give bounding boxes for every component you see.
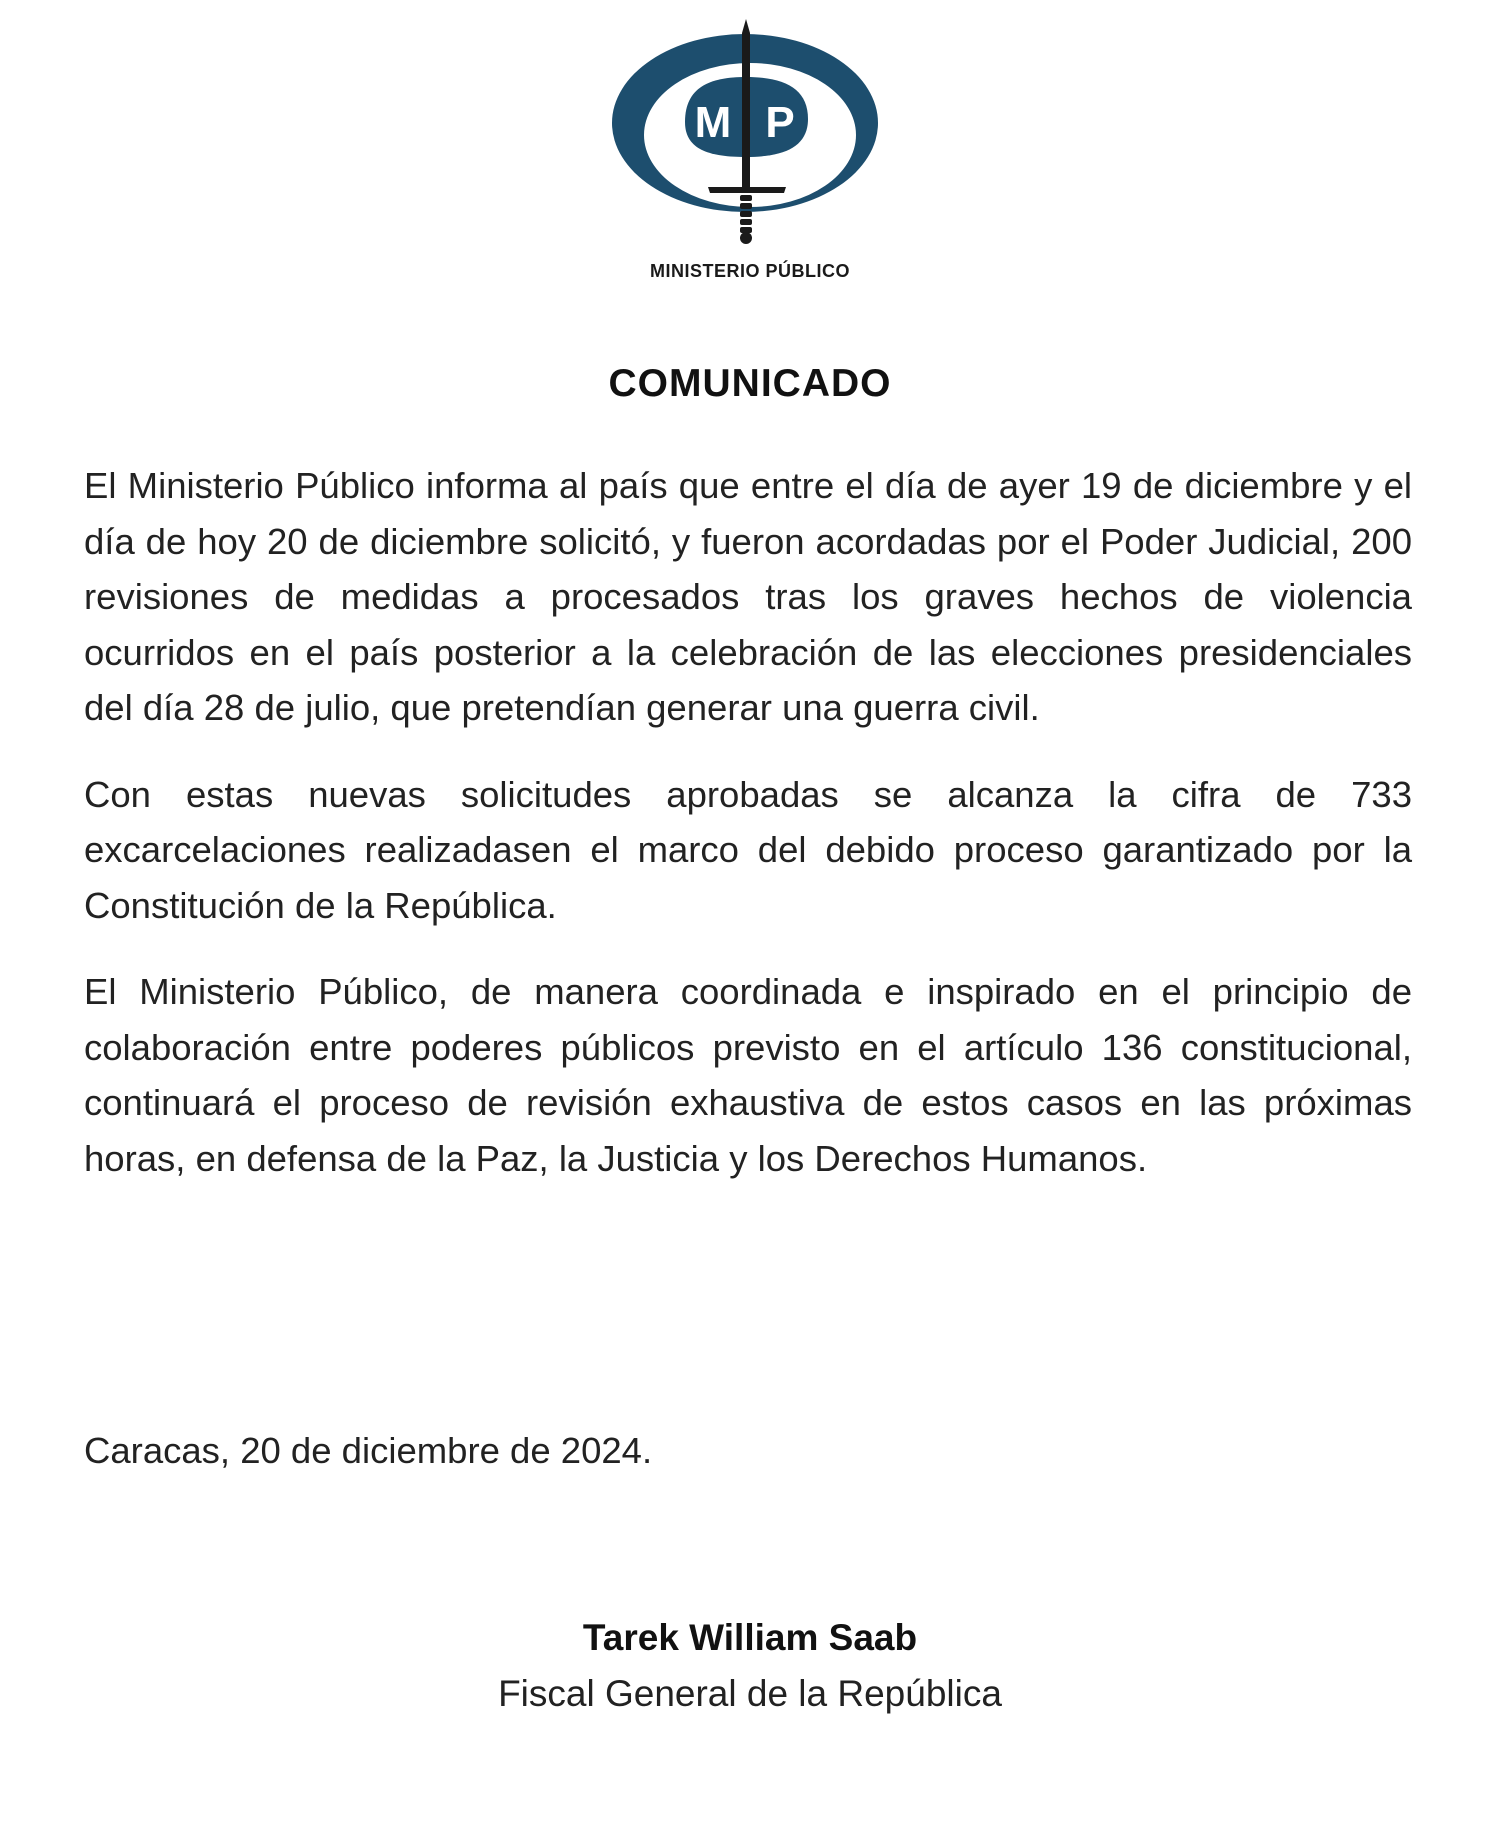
paragraph-3: El Ministerio Público, de manera coordinada e inspirado en el principio de colaboración entre poderes públicos previsto en el artículo 136 constitucional, continuará el proceso de revisión exhaustiva de estos casos en las próximas horas, en defensa de la Paz, la Justicia y los Derechos Humanos. bbox=[84, 971, 1412, 1179]
logo-initial-m: M bbox=[694, 98, 732, 147]
signature-block bbox=[0, 1612, 1500, 1720]
document-body bbox=[84, 458, 1412, 1217]
paragraph-1: El Ministerio Público informa al país que entre el día de ayer 19 de diciembre y el día de hoy 20 de diciembre solicitó, y fueron acordadas por el Poder Judicial, 200 revisiones de medidas a procesados tras los graves hechos de violencia ocurridos en el país posterior a la celebración de las elecciones presidenciales del día 28 de julio, que pretendían generar una guerra civil. bbox=[84, 465, 1412, 728]
logo-caption: MINISTERIO PÚBLICO bbox=[649, 261, 851, 281]
date-line: Caracas, 20 de diciembre de 2024. bbox=[84, 1430, 653, 1471]
logo-initial-p: P bbox=[765, 98, 795, 147]
signatory-name: Tarek William Saab bbox=[582, 1617, 918, 1658]
paragraph-2: Con estas nuevas solicitudes aprobadas se alcanza la cifra de 733 excarcelaciones realizadasen el marco del debido proceso garantizado por la Constitución de la República. bbox=[84, 773, 1412, 926]
ministerio-publico-logo bbox=[600, 15, 900, 285]
document-title: COMUNICADO bbox=[608, 362, 892, 405]
signatory-title: Fiscal General de la República bbox=[498, 1673, 1002, 1714]
logo-emblem bbox=[600, 15, 900, 285]
